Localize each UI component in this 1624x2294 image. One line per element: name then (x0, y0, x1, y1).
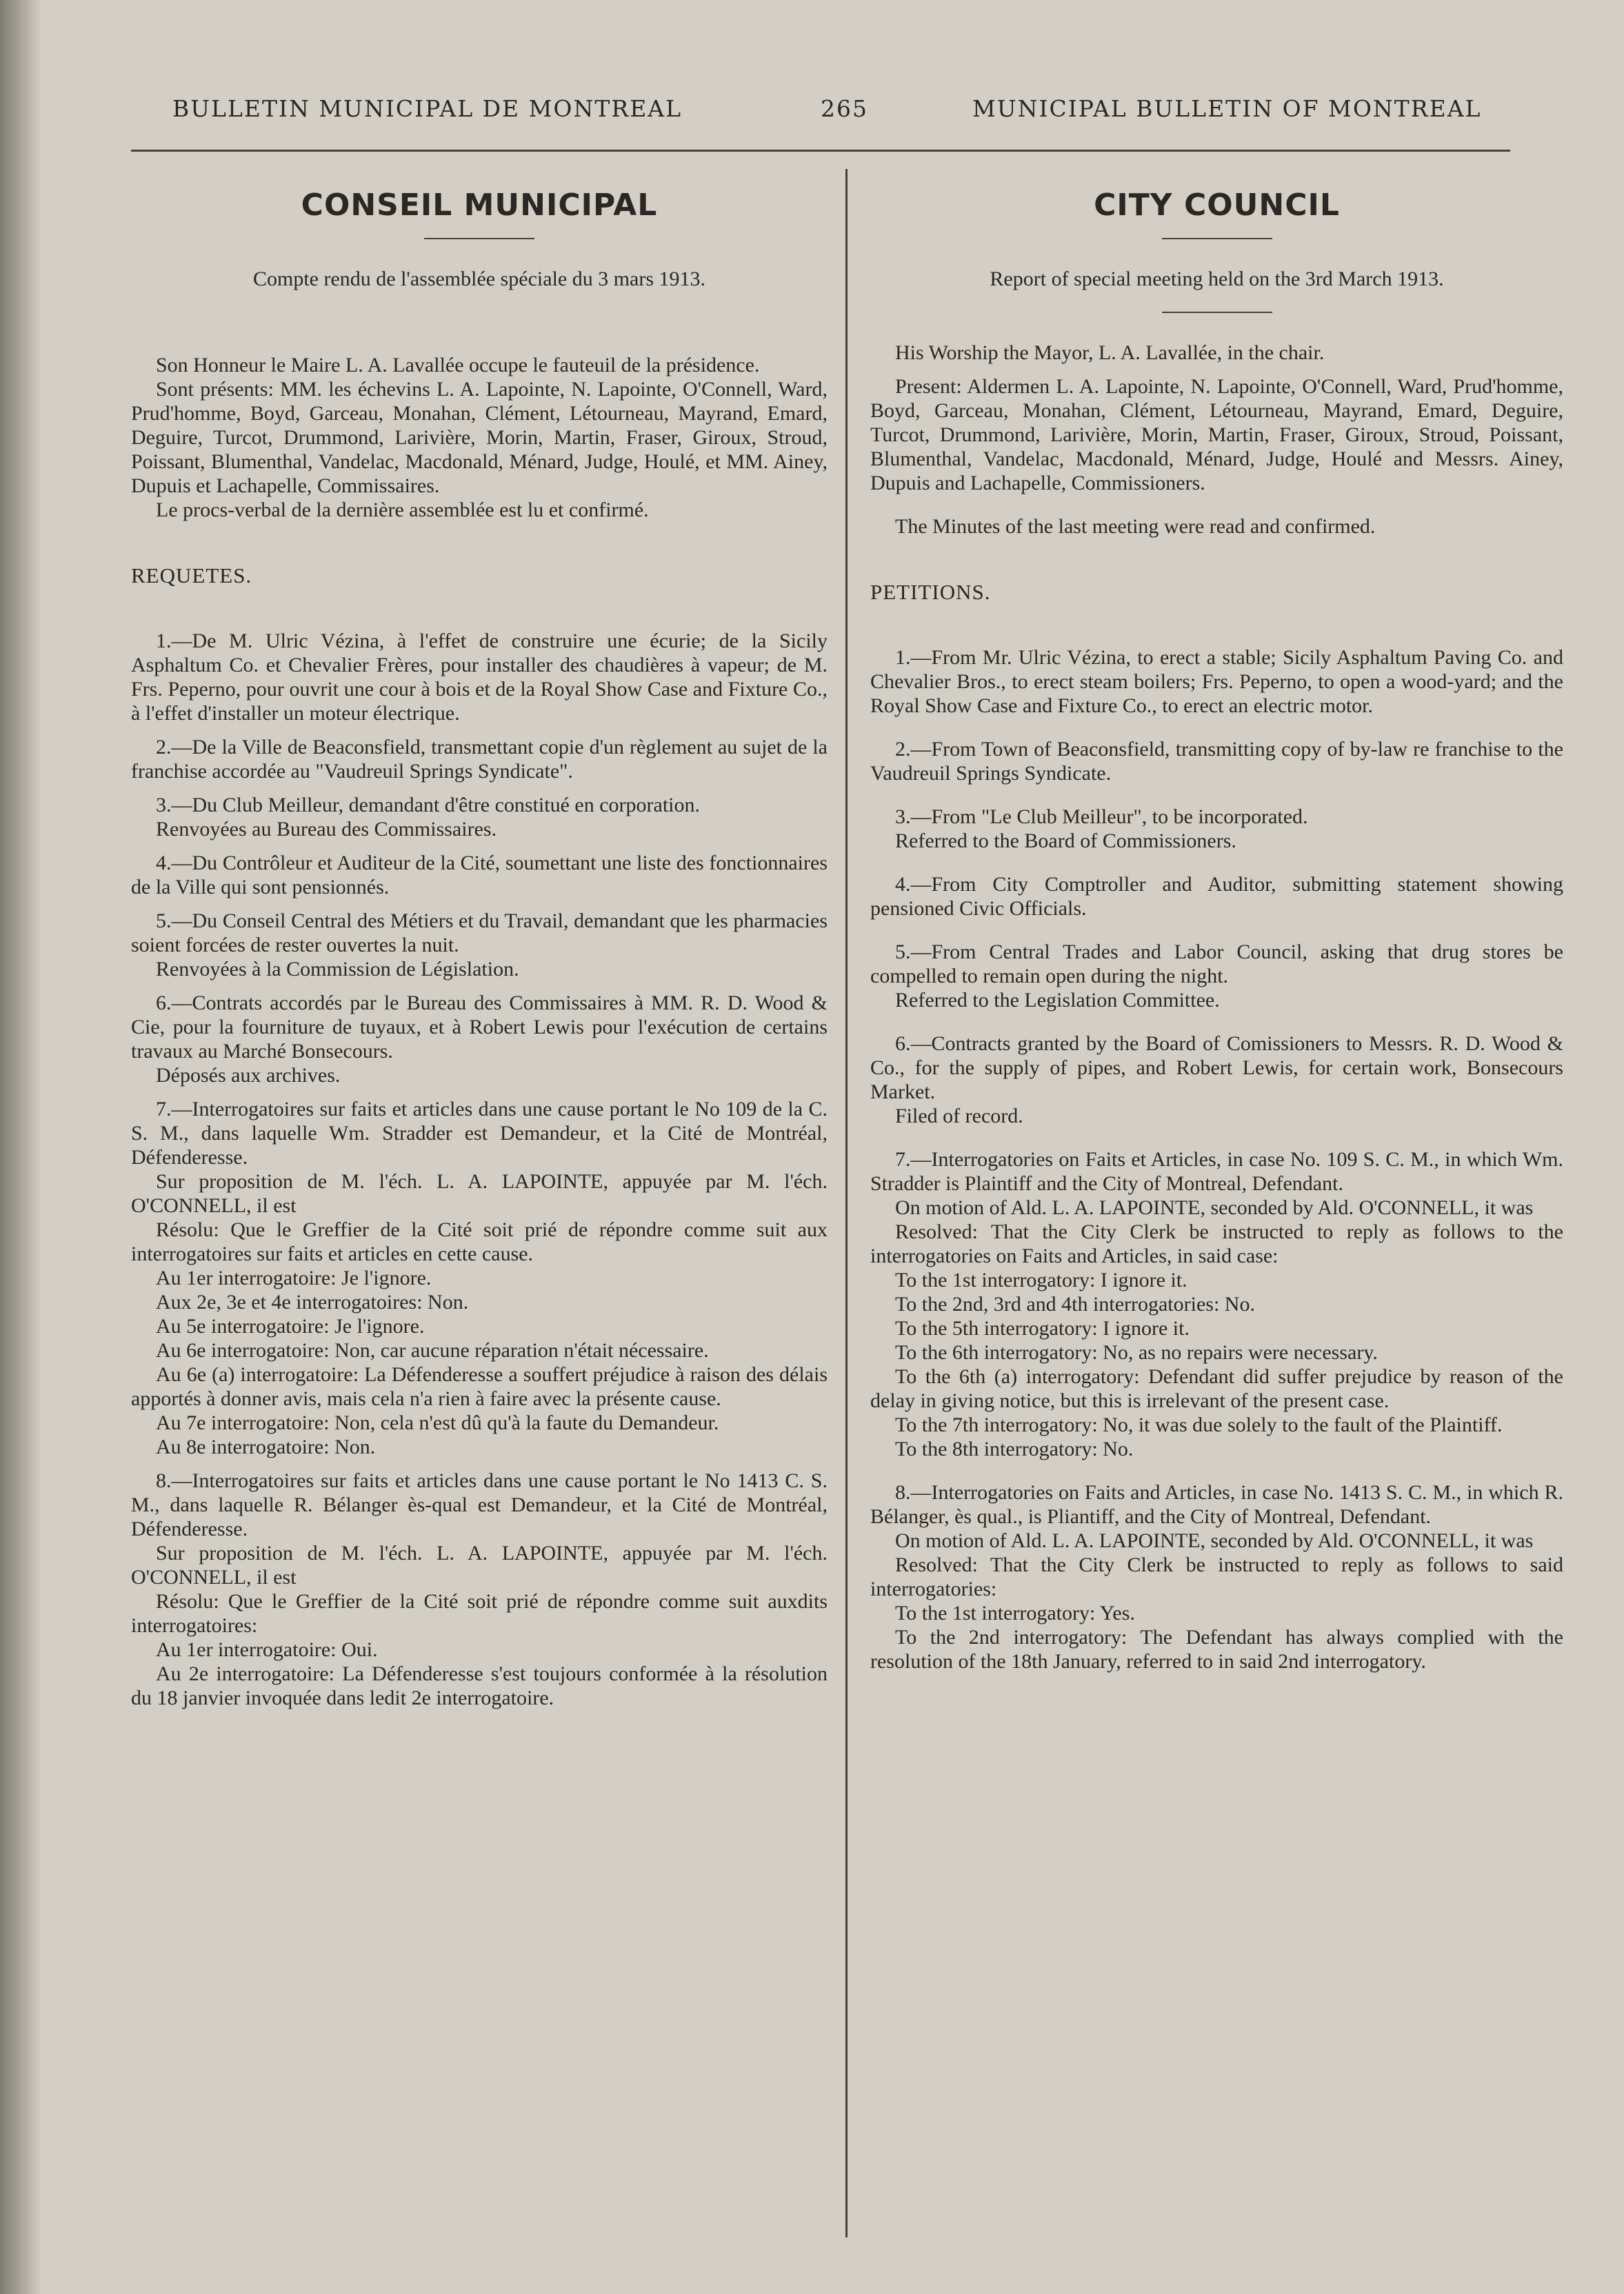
english-para: Referred to the Board of Commissioners. (895, 829, 1236, 852)
french-para: Aux 2e, 3e et 4e interrogatoires: Non. (156, 1291, 469, 1314)
french-para: Résolu: Que le Greffier de la Cité soit prié de répondre comme suit aux interrogatoires sur faits et articles en cette cause. (131, 1218, 828, 1265)
english-para: 6.—Contracts granted by the Board of Comissioners to Messrs. R. D. Wood & Co., for the supply of pipes, and Robert Lewis, for certain work, Bonsecours Market. (870, 1032, 1563, 1103)
french-para: 7.—Interrogatoires sur faits et articles dans une cause portant le No 109 de la C. S. M., dans laquelle Wm. Stradder est Demandeur, et la Cité de Montréal, Défenderesse. (131, 1098, 828, 1169)
english-para: 5.—From Central Trades and Labor Council, asking that drug stores be compelled to remain open during the night. (870, 940, 1563, 987)
english-para: Resolved: That the City Clerk be instructed to reply as follows to the interrogatories on Faits and Articles, in said case: (870, 1220, 1563, 1267)
french-para: 2.—De la Ville de Beaconsfield, transmettant copie d'un règlement au sujet de la franchise accordée au "Vaudreuil Springs Syndicate". (131, 736, 828, 783)
english-para: To the 1st interrogatory: I ignore it. (895, 1269, 1187, 1291)
french-para: Au 7e interrogatoire: Non, cela n'est dû qu'à la faute du Demandeur. (156, 1411, 719, 1434)
french-para: Au 1er interrogatoire: Je l'ignore. (156, 1267, 432, 1289)
french-para: Au 1er interrogatoire: Oui. (156, 1638, 378, 1661)
english-para: Resolved: That the City Clerk be instructed to reply as follows to said interrogatories: (870, 1553, 1563, 1600)
english-para: 4.—From City Comptroller and Auditor, submitting statement showing pensioned Civic Officials. (870, 873, 1563, 920)
french-para: Au 6e (a) interrogatoire: La Défenderesse a souffert préjudice à raison des délais apportés à donner avis, mais cela n'a rien à faire avec la présente cause. (131, 1363, 828, 1410)
french-intro-para: Le procs-verbal de la dernière assemblée est lu et confirmé. (156, 499, 649, 521)
english-title: CITY COUNCIL (1094, 188, 1340, 223)
french-para: Résolu: Que le Greffier de la Cité soit prié de répondre comme suit auxdits interrogatoires: (131, 1590, 828, 1637)
english-para: To the 8th interrogatory: No. (895, 1438, 1134, 1460)
english-para: To the 2nd, 3rd and 4th interrogatories: No. (895, 1293, 1255, 1316)
french-para: 6.—Contrats accordés par le Bureau des Commissaires à MM. R. D. Wood & Cie, pour la fourniture de tuyaux, et à Robert Lewis pour l'exécution de certains travaux au Marché Bonsecours. (131, 992, 828, 1063)
french-para: 5.—Du Conseil Central des Métiers et du Travail, demandant que les pharmacies soient forcées de rester ouvertes la nuit. (131, 909, 828, 956)
english-section-heading: PETITIONS. (870, 580, 991, 604)
column-divider (845, 169, 848, 2237)
french-para: Au 6e interrogatoire: Non, car aucune réparation n'était nécessaire. (156, 1339, 709, 1362)
english-subtitle: Report of special meeting held on the 3rd March 1913. (990, 268, 1444, 290)
binding-gutter (0, 0, 41, 2294)
english-para: To the 2nd interrogatory: The Defendant has always complied with the resolution of the 18th January, referred to in said 2nd interrogatory. (870, 1626, 1563, 1673)
header-right: MUNICIPAL BULLETIN OF MONTREAL (972, 95, 1482, 122)
english-para: 2.—From Town of Beaconsfield, transmitting copy of by-law re franchise to the Vaudreuil Springs Syndicate. (870, 738, 1563, 785)
english-para: 7.—Interrogatories on Faits et Articles, in case No. 109 S. C. M., in which Wm. Stradder is Plaintiff and the City of Montreal, Defendant. (870, 1148, 1563, 1195)
french-title: CONSEIL MUNICIPAL (301, 188, 658, 223)
english-para: To the 1st interrogatory: Yes. (895, 1602, 1135, 1624)
english-para: To the 7th interrogatory: No, it was due solely to the fault of the Plaintiff. (895, 1413, 1503, 1436)
english-para: 8.—Interrogatories on Faits and Articles, in case No. 1413 S. C. M., in which R. Bélanger, ès qual., is Pliantiff, and the City of Montreal, Defendant. (870, 1481, 1563, 1528)
page-number: 265 (821, 95, 868, 122)
french-subtitle: Compte rendu de l'assemblée spéciale du 3 mars 1913. (252, 268, 706, 290)
header-rule (131, 150, 1510, 152)
french-para: 4.—Du Contrôleur et Auditeur de la Cité, soumettant une liste des fonctionnaires de la Ville qui sont pensionnés. (131, 852, 828, 898)
french-section-heading: REQUETES. (131, 563, 252, 587)
subtitle-rule (1162, 312, 1272, 313)
english-intro-para: His Worship the Mayor, L. A. Lavallée, in the chair. (895, 341, 1325, 364)
french-para: Au 2e interrogatoire: La Défenderesse s'est toujours conformée à la résolution du 18 janvier invoquée dans ledit 2e interrogatoire. (131, 1662, 828, 1709)
header-left: BULLETIN MUNICIPAL DE MONTREAL (172, 95, 683, 122)
english-intro-para: Present: Aldermen L. A. Lapointe, N. Lapointe, O'Connell, Ward, Prud'homme, Boyd, Garceau, Monahan, Clément, Létourneau, Mayrand, Emard, Deguire, Turcot, Drummond, Larivière, Morin, Martin, Fraser, Giroux, Stroud, Poissant, Blumenthal, Vandelac, Macdonald, Ménard, Judge, Houlé and Messrs. Ainey, Dupuis and Lachapelle, Commissioners. (870, 375, 1563, 494)
french-column (131, 188, 828, 1710)
title-rule (1162, 238, 1272, 239)
french-para: Sur proposition de M. l'éch. L. A. LAPOINTE, appuyée par M. l'éch. O'CONNELL, il est (131, 1542, 828, 1589)
french-para: Renvoyées au Bureau des Commissaires. (156, 818, 497, 841)
title-rule (424, 238, 534, 239)
french-para: Sur proposition de M. l'éch. L. A. LAPOINTE, appuyée par M. l'éch. O'CONNELL, il est (131, 1170, 828, 1217)
french-para: Au 8e interrogatoire: Non. (156, 1436, 376, 1458)
french-para: 3.—Du Club Meilleur, demandant d'être constitué en corporation. (156, 794, 700, 816)
english-para: Filed of record. (895, 1105, 1023, 1127)
english-para: Referred to the Legislation Committee. (895, 989, 1220, 1012)
english-para: On motion of Ald. L. A. LAPOINTE, seconded by Ald. O'CONNELL, it was (895, 1529, 1534, 1552)
running-header (131, 91, 1514, 125)
english-para: 3.—From "Le Club Meilleur", to be incorporated. (895, 805, 1308, 828)
english-para: 1.—From Mr. Ulric Vézina, to erect a stable; Sicily Asphaltum Paving Co. and Chevalier Bros., to erect steam boilers; Frs. Peperno, to open a wood-yard; and the Royal Show Case and Fixture Co., to erect an electric motor. (870, 646, 1563, 717)
english-para: To the 6th (a) interrogatory: Defendant did suffer prejudice by reason of the delay in giving notice, but this is irrelevant of the present case. (870, 1365, 1563, 1412)
english-intro-para: The Minutes of the last meeting were read and confirmed. (895, 515, 1376, 538)
english-para: To the 5th interrogatory: I ignore it. (895, 1317, 1190, 1340)
english-para: On motion of Ald. L. A. LAPOINTE, seconded by Ald. O'CONNELL, it was (895, 1196, 1534, 1219)
french-para: Au 5e interrogatoire: Je l'ignore. (156, 1315, 425, 1338)
french-intro-para: Sont présents: MM. les échevins L. A. Lapointe, N. Lapointe, O'Connell, Ward, Prud'homme, Boyd, Garceau, Monahan, Clément, Létourneau, Mayrand, Emard, Deguire, Turcot, Drummond, Larivière, Morin, Martin, Fraser, Giroux, Stroud, Poissant, Blumenthal, Vandelac, Macdonald, Ménard, Judge, Houlé, et MM. Ainey, Dupuis et Lachapelle, Commissaires. (131, 378, 828, 497)
french-para: 8.—Interrogatoires sur faits et articles dans une cause portant le No 1413 C. S. M., dans laquelle R. Bélanger ès-qual est Demandeur, et la Cité de Montréal, Défenderesse. (131, 1469, 828, 1540)
french-para: Renvoyées à la Commission de Législation. (156, 958, 519, 980)
english-para: To the 6th interrogatory: No, as no repairs were necessary. (895, 1341, 1378, 1364)
french-para: 1.—De M. Ulric Vézina, à l'effet de construire une écurie; de la Sicily Asphaltum Co. et Chevalier Frères, pour installer des chaudières à vapeur; de M. Frs. Peperno, pour ouvrit une cour à bois et de la Royal Show Case and Fixture Co., à l'effet d'installer un moteur électrique. (131, 630, 828, 725)
english-column (870, 188, 1563, 1673)
french-para: Déposés aux archives. (156, 1064, 341, 1087)
french-intro-para: Son Honneur le Maire L. A. Lavallée occupe le fauteuil de la présidence. (156, 354, 760, 376)
